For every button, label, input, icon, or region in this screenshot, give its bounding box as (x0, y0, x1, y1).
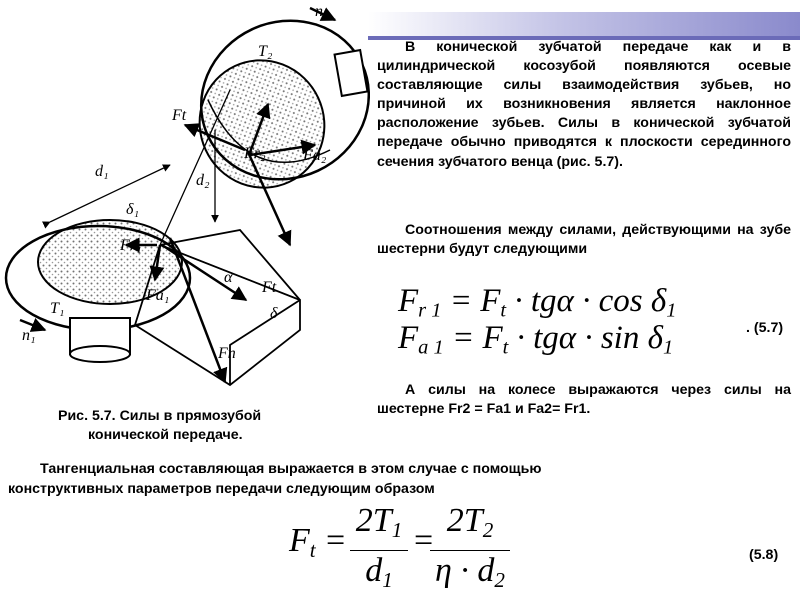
fr1-rhs-ft-sub: t (500, 299, 507, 322)
label-Fr1: Fr₁ (120, 237, 142, 254)
fa1-lhs: F (398, 320, 419, 356)
wheel-forces-paragraph: А силы на колесе выражаются через силы на шестерне Fr2 = Fa1 и Fa2= Fr1. (377, 382, 791, 418)
frac2-den-sub: 2 (494, 567, 505, 592)
ft-lhs-sub: t (309, 537, 316, 562)
equals-sign-2: = (414, 522, 434, 559)
frac2-den: η · d (435, 551, 495, 589)
relations-paragraph: Соотношения между силами, действующими на зубе шестерни будут следующими (377, 222, 791, 258)
frac1-den: d (365, 551, 383, 589)
fa1-rhs-ft: = F (443, 320, 503, 356)
fa1-trig: sin (600, 320, 640, 356)
label-delta1: δ₁ (126, 201, 139, 218)
label-T2: T₂ (258, 43, 273, 60)
figure-caption (58, 407, 338, 445)
fraction-2T2-eta-d2 (430, 501, 510, 600)
tangential-line-1: Тангенциальная составляющая выражается в этом случае с помощью (40, 461, 542, 477)
frac1-den-sub: 1 (382, 567, 393, 592)
label-alpha: α (224, 269, 233, 286)
frac2-num-sub: 2 (482, 517, 494, 542)
fr1-lhs-sub: r 1 (418, 299, 442, 322)
fraction-2-numerator (430, 501, 510, 551)
fr1-trig: cos (598, 283, 643, 319)
fa1-lhs-sub: a 1 (418, 336, 444, 359)
intro-paragraph: В конической зубчатой передаче как и в цилиндрической косозубой появляются осевые составляющие силы взаимодействия зубьев, но причиной их возникновения является наклонное расположение зубьев. Силы в конической зубчатой передаче обычно приводятся к плоскости серединного сечения зубчатого венца (рис. 5.7). (377, 39, 791, 170)
fr1-delta-sub: 1 (666, 299, 677, 322)
label-Fr2: Fr₂ (244, 145, 266, 162)
label-n1: n₁ (22, 327, 36, 344)
tangential-line-2: конструктивных параметров передачи следующим образом (8, 481, 435, 497)
equation-number-5-8: (5.8) (749, 547, 779, 563)
fraction-1-numerator (350, 501, 408, 551)
fr1-rhs-tg: · tgα · (506, 283, 599, 319)
frac2-num: 2T (446, 502, 483, 539)
fr1-rhs-ft: = F (441, 283, 501, 319)
caption-line-2: конической передаче. (88, 427, 243, 443)
caption-line-1: Рис. 5.7. Силы в прямозубой (58, 408, 262, 424)
label-Ft-right: Ft (262, 279, 277, 296)
fa1-delta: δ (639, 320, 663, 356)
frac1-num-sub: 1 (391, 517, 403, 542)
label-Fn: Fn (218, 345, 236, 362)
fr1-lhs: F (398, 283, 419, 319)
equals-sign-1: = (326, 522, 346, 559)
formula-fa1 (398, 320, 673, 367)
bevel-gear-force-diagram (0, 0, 370, 400)
title-bar-gradient (368, 12, 800, 36)
fraction-2T1-d1 (350, 501, 408, 600)
label-Fa2: Fa₂ (303, 147, 327, 164)
fa1-delta-sub: 1 (662, 336, 674, 359)
title-bar (368, 12, 800, 36)
label-d1: d₁ (95, 163, 109, 180)
tangential-paragraph (8, 459, 708, 499)
ft-lhs: F (289, 522, 310, 559)
formula-ft-lhs (289, 522, 316, 563)
fraction-2-denominator (430, 551, 510, 600)
label-Ft-top: Ft (172, 107, 187, 124)
fa1-rhs-tg: · tgα · (508, 320, 601, 356)
label-n2: n₂ (315, 3, 329, 20)
frac1-num: 2T (355, 502, 392, 539)
fraction-1-denominator (350, 551, 408, 600)
label-d2: d₂ (196, 172, 210, 189)
label-delta: δ (270, 305, 278, 322)
label-Fa1: Fa₁ (146, 287, 170, 304)
label-T1: T₁ (50, 300, 65, 317)
fr1-delta: δ (642, 283, 667, 319)
fa1-rhs-ft-sub: t (502, 336, 509, 359)
equation-number-5-7: . (5.7) (746, 320, 784, 336)
